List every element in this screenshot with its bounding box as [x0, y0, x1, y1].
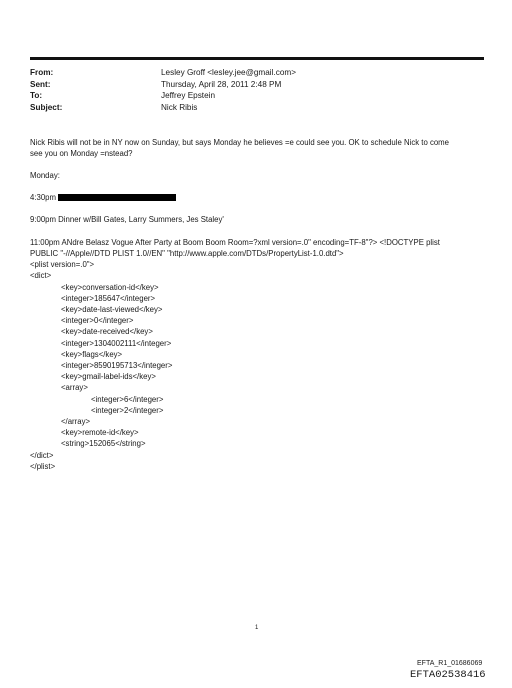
body-para1-line1: Nick Ribis will not be in NY now on Sunday, but says Monday he believes =e could see you. OK to schedule Nick to come [30, 138, 450, 147]
redaction-bar [58, 194, 176, 201]
schedule-430 [30, 192, 176, 203]
plist-line: <dict> [30, 271, 52, 280]
plist-line: <plist version=.0"> [30, 260, 95, 269]
plist-line: <integer>185647</integer> [61, 294, 156, 303]
plist-line: <key>gmail-label-ids</key> [61, 372, 156, 381]
subject-value: Nick Ribis [161, 103, 198, 112]
body-para1-line2: see you on Monday =nstead? [30, 149, 133, 158]
plist-line: <array> [61, 383, 88, 392]
header-rule [30, 57, 484, 60]
plist-line: <integer>2</integer> [91, 406, 164, 415]
time-430: 4:30pm [30, 193, 57, 202]
plist-line: <key>conversation-id</key> [61, 283, 159, 292]
plist-line: <integer>0</integer> [61, 316, 134, 325]
schedule-dinner: 9:00pm Dinner w/Bill Gates, Larry Summers, Jes Staley' [30, 215, 224, 224]
plist-line: <key>remote-id</key> [61, 428, 139, 437]
bates-number-small: EFTA_R1_01686069 [417, 660, 483, 667]
plist-line: <integer>6</integer> [91, 395, 164, 404]
subject-label: Subject: [30, 103, 63, 112]
plist-line: </array> [61, 417, 91, 426]
sent-label: Sent: [30, 80, 51, 89]
from-label: From: [30, 68, 54, 77]
to-label: To: [30, 91, 43, 100]
sent-value: Thursday, April 28, 2011 2:48 PM [161, 80, 282, 89]
plist-line: <integer>8590195713</integer> [61, 361, 173, 370]
monday-label: Monday: [30, 171, 60, 180]
plist-line: <key>date-last-viewed</key> [61, 305, 163, 314]
plist-line: <integer>1304002111</integer> [61, 339, 172, 348]
from-value: Lesley Groff <lesley.jee@gmail.com> [161, 68, 296, 77]
plist-line: </plist> [30, 462, 56, 471]
plist-line: <string>152065</string> [61, 439, 146, 448]
schedule-party-line2: PUBLIC "-//Apple//DTD PLIST 1.0//EN" "http://www.apple.com/DTDs/PropertyList-1.0.dtd"> [30, 249, 344, 258]
bates-number-large: EFTA02538416 [410, 669, 486, 681]
plist-line: <key>flags</key> [61, 350, 123, 359]
schedule-party-line1: 11:00pm ANdre Belasz Vogue After Party at Boom Boom Room=?xml version=.0" encoding=TF-8"?> <!DOCTYPE plist [30, 238, 440, 247]
to-value: Jeffrey Epstein [161, 91, 216, 100]
plist-line: </dict> [30, 451, 54, 460]
page-number: 1 [255, 625, 259, 631]
plist-line: <key>date-received</key> [61, 327, 153, 336]
